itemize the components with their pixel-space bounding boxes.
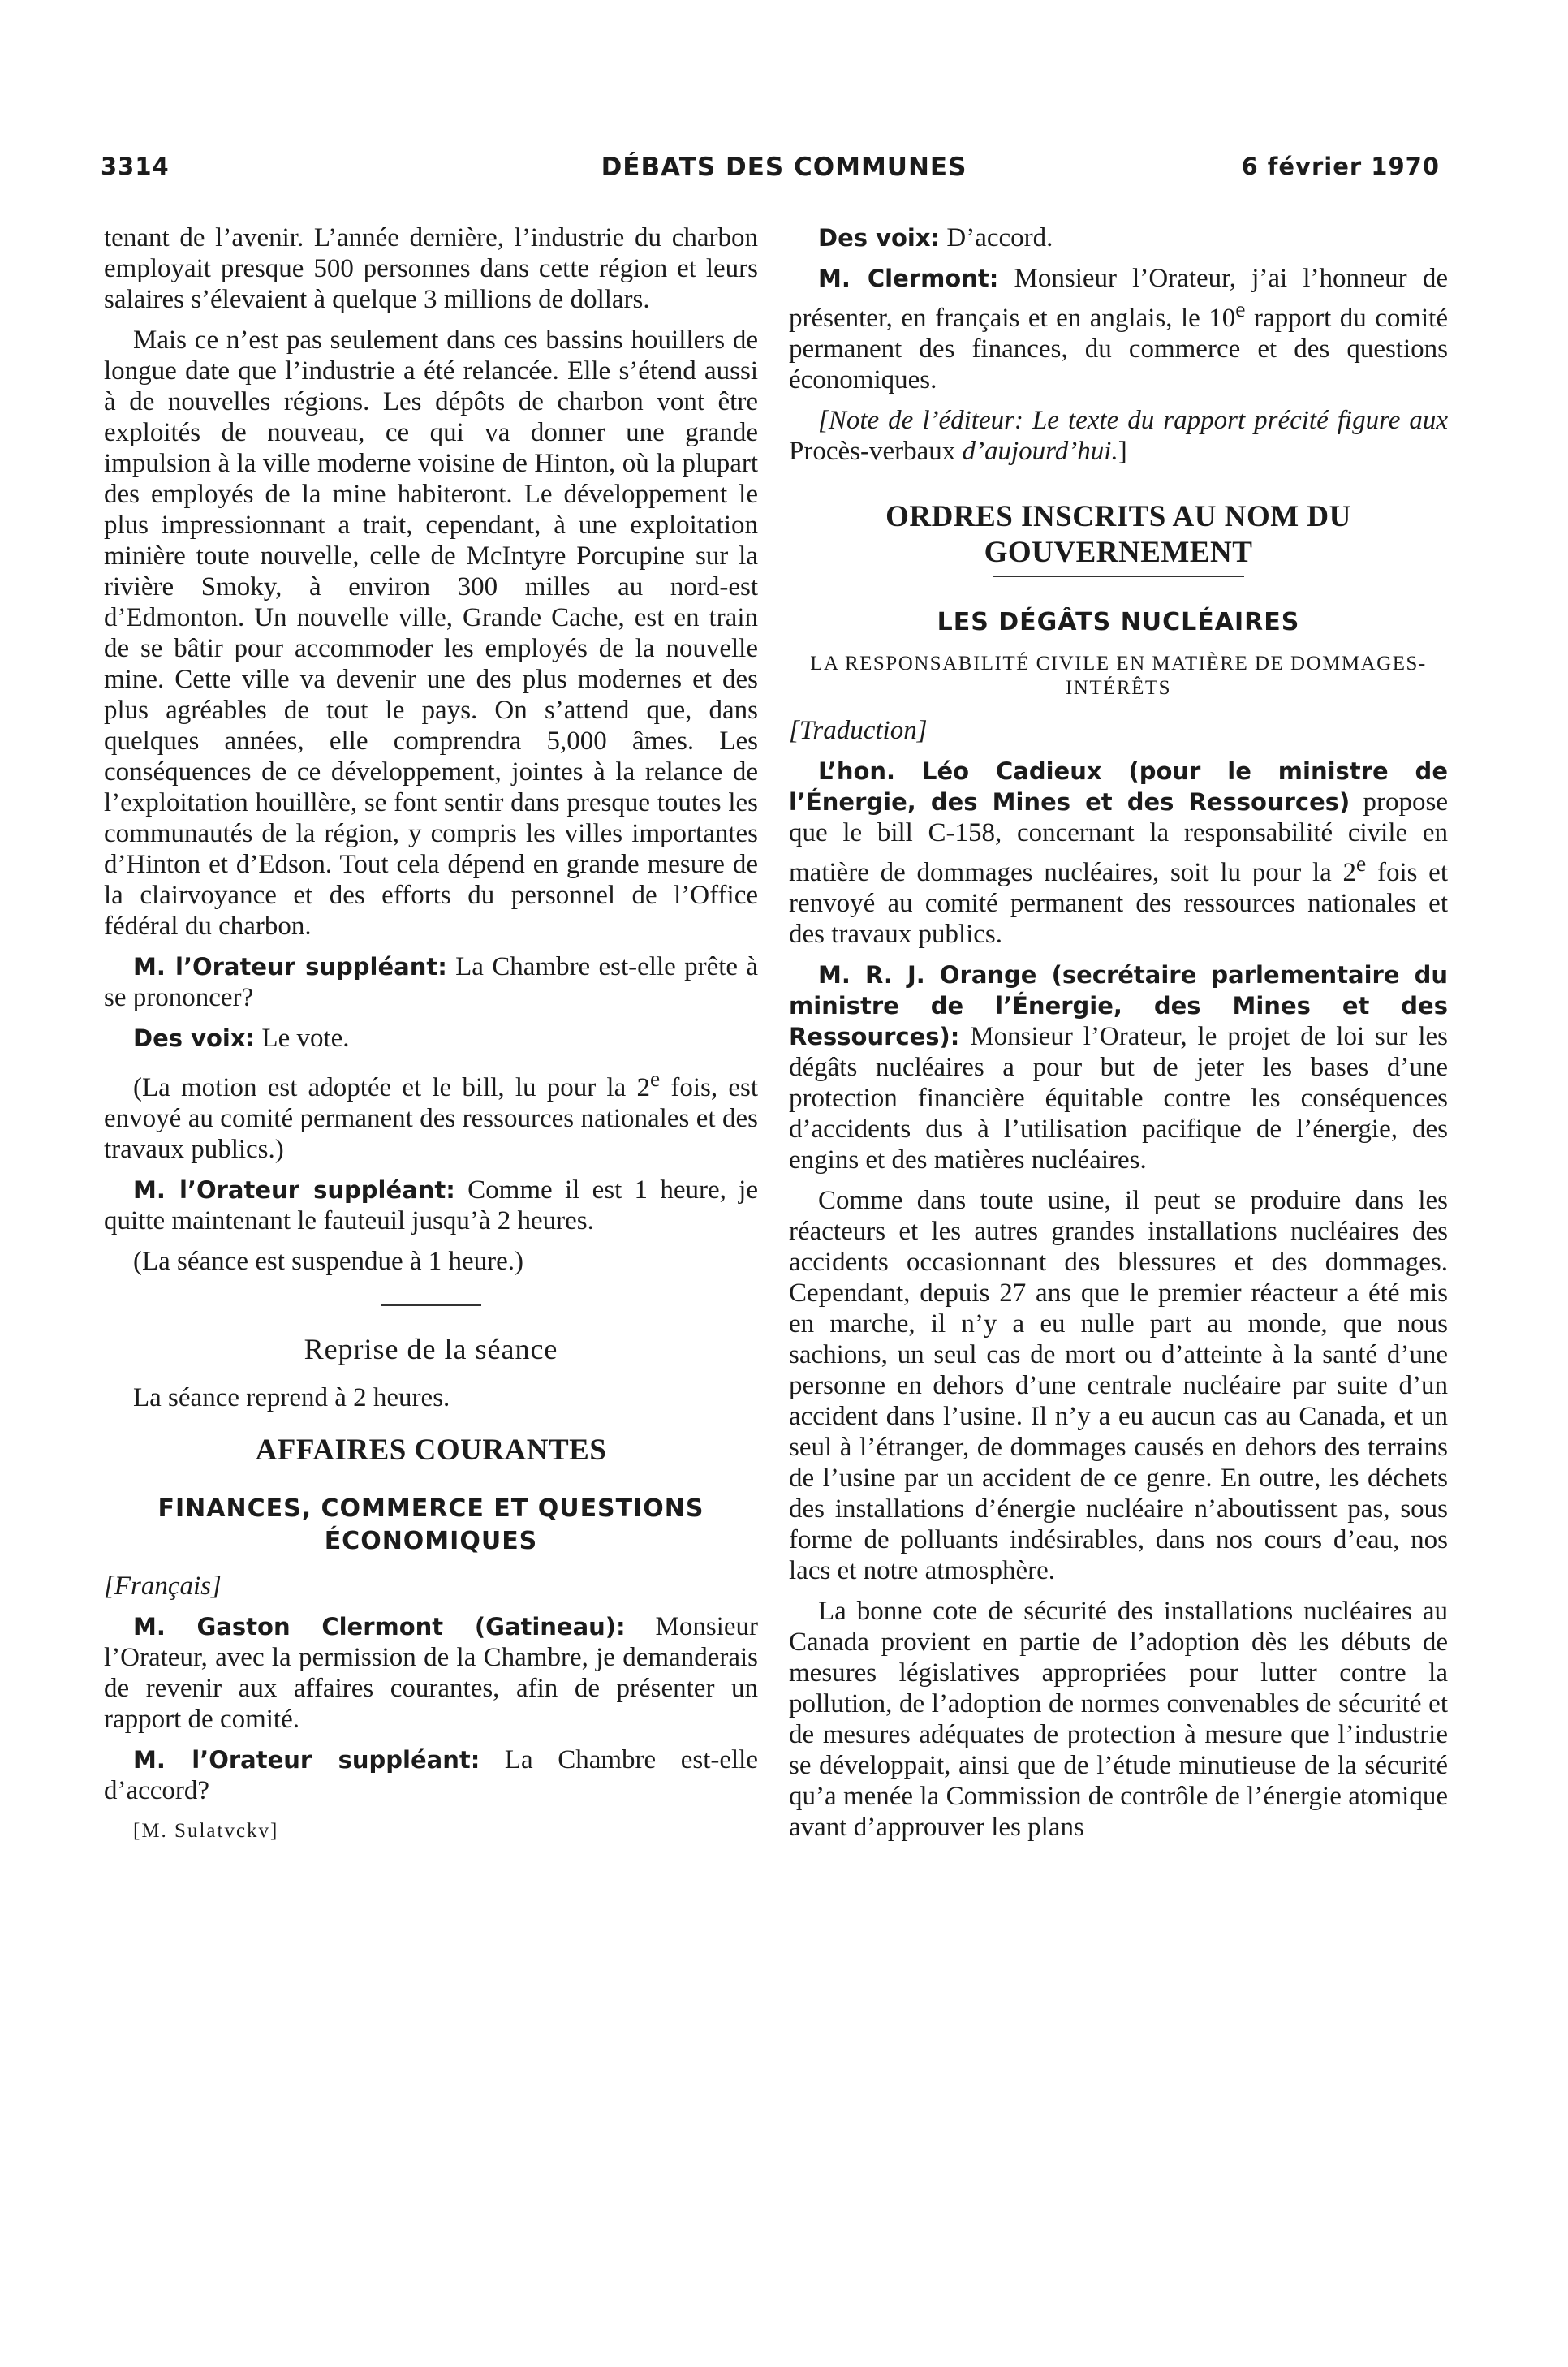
paragraph (104, 1611, 758, 1735)
speaker-name: M. l’Orateur suppléant: (133, 1176, 455, 1204)
speaker-name: Des voix: (818, 224, 941, 252)
paragraph: La séance reprend à 2 heures. (133, 1383, 450, 1412)
speaker-name: M. l’Orateur suppléant: (133, 1746, 480, 1774)
divider (993, 576, 1244, 577)
publication-title: DÉBATS DES COMMUNES (601, 153, 967, 182)
speech-text: Monsieur l’Orateur, avec la permission de la Chambre, je demanderais de revenir aux affaires courantes, afin de présenter un rapport de comité. (104, 1612, 758, 1734)
footer-reference: [M. Sulatvckv] (133, 1820, 279, 1842)
paragraph: Mais ce n’est pas seulement dans ces bassins houillers de longue date que l’industrie a été relancée. Elle s’étend aussi à de nouvelles régions. Les dépôts de charbon vont être exploités de nouveau, ce qui va donner une grande impulsion à la ville moderne voisine de Hinton, où la plupart des employés de la mine habiteront. Le développement le plus impressionnant a trait, cependant, à une exploitation minière toute nouvelle, celle de McIntyre Porcupine sur la rivière Smoky, à environ 300 milles au nord-est d’Edmonton. Un nouvelle ville, Grande Cache, est en train de se bâtir pour accommoder les employés de la nouvelle mine. Cette ville va devenir une des plus modernes et des plus agréables de tout le pays. On s’attend que, dans quelques années, elle comprendra 5,000 âmes. Les conséquences de ce développement, jointes à la relance de l’exploitation houillère, se font sentir dans presque toutes les communautés de la région, y compris les villes importantes d’Hinton et d’Edson. Tout cela dépend en grande mesure de la clairvoyance et des efforts du personnel de l’Office fédéral du charbon. (104, 326, 758, 941)
sub-heading: LES DÉGÂTS NUCLÉAIRES (937, 608, 1300, 636)
editor-note: [Note de l’éditeur: Le texte du rapport précité figure aux Procès-verbaux d’aujourd’hui.] (789, 406, 1448, 466)
major-heading: AFFAIRES COURANTES (255, 1434, 607, 1467)
section-title: Reprise de la séance (304, 1333, 558, 1365)
paragraph (104, 1744, 758, 1806)
procedural-note: (La séance est suspendue à 1 heure.) (133, 1247, 524, 1276)
speaker-name: M. Gaston Clermont (Gatineau): (133, 1613, 626, 1641)
paragraph (104, 951, 758, 1013)
paragraph (789, 222, 1448, 253)
divider (381, 1304, 481, 1306)
speech-text: Comme il est 1 heure, je quitte maintenant le fauteuil jusqu’à 2 heures. (104, 1175, 758, 1235)
page-number: 3314 (101, 153, 170, 180)
speaker-name: M. R. J. Orange (secrétaire parlementaire du ministre de l’Énergie, des Mines et des Ressources): (789, 961, 1448, 1050)
paragraph (104, 1175, 758, 1236)
speech-text: La Chambre est-elle d’accord? (104, 1745, 758, 1805)
caps-heading: LA RESPONSABILITÉ CIVILE EN MATIÈRE DE DOMMAGES-INTÉRÊTS (810, 653, 1427, 699)
speaker-name: M. Clermont: (818, 265, 999, 292)
right-column (789, 222, 1448, 1852)
language-note: [Traduction] (789, 716, 928, 745)
paragraph: Comme dans toute usine, il peut se produire dans les réacteurs et les autres grandes installations nucléaires des accidents occasionnant des blessures et des dommages. Cependant, depuis 27 ans que le premier réacteur a été mis en marche, il n’y a eu nulle part au monde, que nous sachions, un seul cas de mort ou d’atteinte à la santé d’une personne en dehors d’une centrale nucléaire par suite d’un accident dans l’usine. Il n’y a eu aucun cas au Canada, et un seul à l’étranger, de dommages causés en dehors des terrains de l’usine par un accident de ce genre. En outre, les déchets des installations d’énergie nucléaire n’aboutissent pas, sous forme de polluants indésirables, dans nos cours d’eau, nos lacs et notre atmosphère. (789, 1186, 1448, 1585)
speaker-name: Des voix: (133, 1024, 256, 1052)
speaker-name: M. l’Orateur suppléant: (133, 953, 447, 981)
speech-text: La Chambre est-elle prête à se prononcer? (104, 952, 758, 1012)
page-header (0, 153, 1568, 192)
left-column (104, 222, 758, 1856)
speech-text: Le vote. (255, 1024, 350, 1053)
language-note: [Français] (104, 1572, 222, 1601)
procedural-note: (La motion est adoptée et le bill, lu pour la 2e fois, est envoyé au comité permanent des ressources nationales et des travaux publics.) (104, 1066, 758, 1164)
speech-text: D’accord. (940, 223, 1053, 252)
paragraph (104, 1023, 758, 1054)
paragraph (789, 959, 1448, 1175)
major-heading: ORDRES INSCRITS AU NOM DU GOUVERNEMENT (885, 500, 1351, 569)
paragraph: La bonne cote de sécurité des installations nucléaires au Canada provient en partie de l’adoption dès les débuts de mesures législatives appropriées pour lutter contre la pollution, de l’adoption de normes convenables de sécurité et de mesures adéquates de protection à mesure que l’industrie se développait, ainsi que de l’étude minutieuse de la sécurité qu’a menée la Commission de contrôle de l’énergie atomique avant d’approuver les plans (789, 1597, 1448, 1842)
sub-heading: FINANCES, COMMERCE ET QUESTIONS ÉCONOMIQUES (157, 1494, 704, 1555)
speaker-name: L’hon. Léo Cadieux (pour le ministre de l’Énergie, des Mines et des Ressources) (789, 757, 1448, 816)
paragraph: M. Clermont: Monsieur l’Orateur, j’ai l’honneur de présenter, en français et en anglais, le 10e rapport du comité permanent des finances, du commerce et des questions économiques. (789, 264, 1449, 394)
page-date: 6 février 1970 (1241, 153, 1440, 180)
paragraph: L’hon. Léo Cadieux (pour le ministre de l’Énergie, des Mines et des Ressources) propose que le bill C-158, concernant la responsabilité civile en matière de dommages nucléaires, soit lu pour la 2e fois et renvoyé au comité permanent des ressources nationales et des travaux publics. (789, 757, 1449, 949)
speech-text: Monsieur l’Orateur, le projet de loi sur les dégâts nucléaires a pour but de jeter les bases d’une protection financière équitable contre les conséquences d’accidents dus à l’utilisation pacifique de l’énergie, des engins et des matières nucléaires. (789, 1022, 1448, 1175)
paragraph: tenant de l’avenir. L’année dernière, l’industrie du charbon employait presque 500 personnes dans cette région et leurs salaires s’élevaient à quelque 3 millions de dollars. (104, 223, 758, 314)
